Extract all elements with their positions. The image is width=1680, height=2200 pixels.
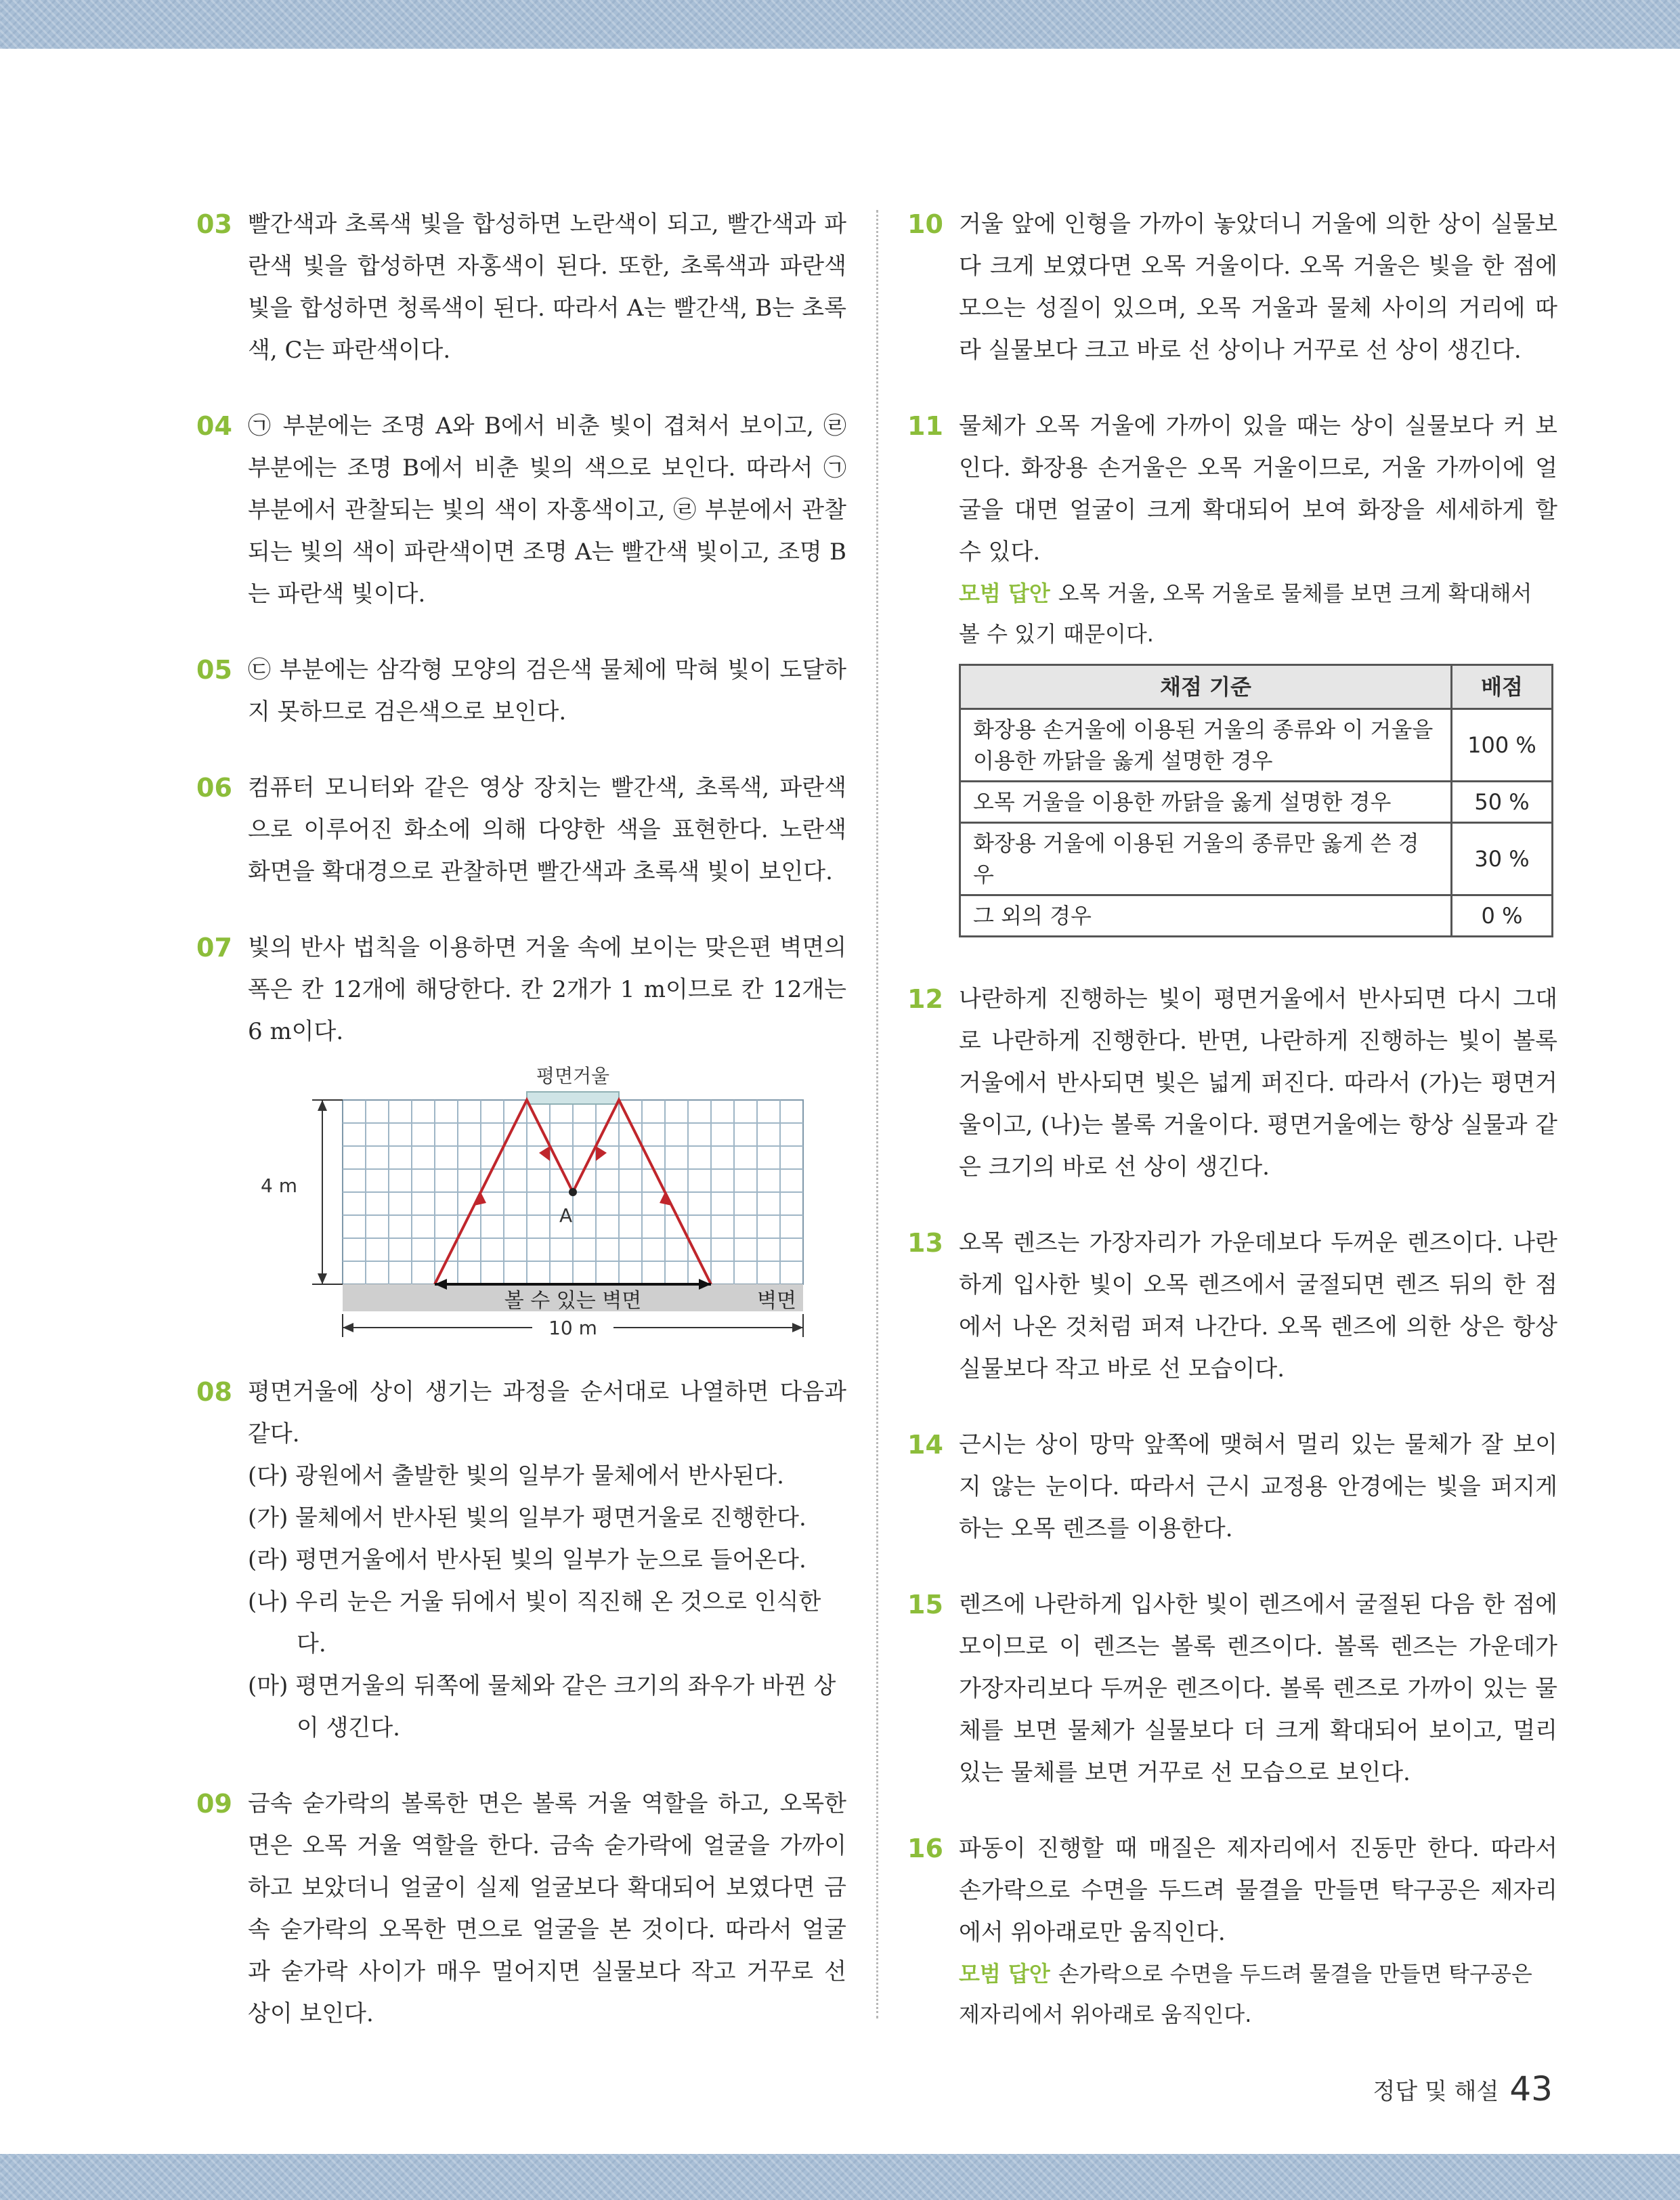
- explanation-text: ㉢ 부분에는 삼각형 모양의 검은색 물체에 막혀 빛이 도달하지 못하므로 검은색으로 보인다.: [248, 656, 846, 725]
- table-row: [960, 709, 1553, 782]
- page-footer: [1373, 2069, 1553, 2109]
- model-answer: [959, 1953, 1557, 2035]
- question-number: 04: [196, 411, 232, 441]
- plane-mirror: [527, 1092, 619, 1104]
- wall-label: 벽면: [757, 1289, 796, 1313]
- score-cell: 100 %: [1452, 709, 1553, 782]
- question-number: 06: [196, 773, 232, 803]
- explanation-text: 파동이 진행할 때 매질은 제자리에서 진동만 한다. 따라서 손가락으로 수면을 두드려 물결을 만들면 탁구공은 제자리에서 위아래로만 움직인다.: [959, 1835, 1557, 1946]
- point-a: [569, 1188, 577, 1196]
- explanation-text: 금속 숟가락의 볼록한 면은 볼록 거울 역할을 하고, 오목한 면은 오목 거울 역할을 한다. 금속 숟가락에 얼굴을 가까이 하고 보았더니 얼굴이 실제 얼굴보다 확대되어 보였다면 금속 숟가락의 오목한 면으로 얼굴을 본 것이다. 따라서 얼굴과 숟가락 사이가 매우 멀어지면 실물보다 작고 거꾸로 선 상이 보인다.: [248, 1790, 846, 2027]
- right-column: [907, 203, 1557, 2035]
- step-4: (나) 우리 눈은 거울 뒤에서 빛이 직진해 온 것으로 인식한다.: [248, 1588, 821, 1657]
- question-number: 15: [907, 1590, 943, 1620]
- step-3: (라) 평면거울에서 반사된 빛의 일부가 눈으로 들어온다.: [248, 1546, 806, 1573]
- top-decorative-band: [0, 0, 1680, 49]
- question-number: 08: [196, 1377, 232, 1407]
- point-a-label: A: [559, 1204, 573, 1227]
- mirror-figure: [248, 1059, 846, 1357]
- criterion-cell: 오목 거울을 이용한 까닭을 옳게 설명한 경우: [960, 782, 1452, 823]
- step-5: (마) 평면거울의 뒤쪽에 물체와 같은 크기의 좌우가 바뀐 상이 생긴다.: [248, 1672, 836, 1741]
- model-answer-tag: 모범 답안: [959, 580, 1050, 606]
- explanation-text: 근시는 상이 망막 앞쪽에 맺혀서 멀리 있는 물체가 잘 보이지 않는 눈이다. 따라서 근시 교정용 안경에는 빛을 퍼지게 하는 오목 렌즈를 이용한다.: [959, 1431, 1557, 1542]
- footer-label: 정답 및 해설: [1373, 2077, 1499, 2105]
- explanation-text: 빨간색과 초록색 빛을 합성하면 노란색이 되고, 빨간색과 파란색 빛을 합성하면 자홍색이 된다. 또한, 초록색과 파란색 빛을 합성하면 청록색이 된다. 따라서 A는 빨간색, B는 초록색, C는 파란색이다.: [248, 211, 846, 364]
- score-header: 배점: [1452, 665, 1553, 709]
- explanation-text: ㉠ 부분에는 조명 A와 B에서 비춘 빛이 겹쳐서 보이고, ㉣ 부분에는 조명 B에서 비춘 빛의 색으로 보인다. 따라서 ㉠ 부분에서 관찰되는 빛의 색이 자홍색이고, ㉣ 부분에서 관찰되는 빛의 색이 파란색이면 조명 A는 빨간색 빛이고, 조명 B는 파란색 빛이다.: [248, 412, 846, 608]
- question-number: 14: [907, 1430, 943, 1460]
- explanation-text: 빛의 반사 법칙을 이용하면 거울 속에 보이는 맞은편 벽면의 폭은 칸 12개에 해당한다. 칸 2개가 1 m이므로 칸 12개는 6 m이다.: [248, 934, 846, 1045]
- question-number: 11: [907, 411, 943, 441]
- answer-08: [196, 1371, 846, 1749]
- answer-09: [196, 1783, 846, 2035]
- table-row: [960, 895, 1553, 937]
- question-number: 16: [907, 1834, 943, 1863]
- criterion-cell: 화장용 손거울에 이용된 거울의 종류와 이 거울을 이용한 까닭을 옳게 설명한 경우: [960, 709, 1452, 782]
- table-row: [960, 823, 1553, 895]
- score-cell: 30 %: [1452, 823, 1553, 895]
- score-cell: 0 %: [1452, 895, 1553, 937]
- criterion-cell: 그 외의 경우: [960, 895, 1452, 937]
- page-number: 43: [1509, 2069, 1553, 2109]
- step-1: (다) 광원에서 출발한 빛의 일부가 물체에서 반사된다.: [248, 1462, 784, 1489]
- scoring-table: [959, 664, 1553, 937]
- model-answer-text: 손가락으로 수면을 두드려 물결을 만들면 탁구공은 제자리에서 위아래로 움직인다.: [959, 1961, 1532, 2027]
- answer-16: [907, 1827, 1557, 2035]
- model-answer: [959, 573, 1557, 654]
- question-number: 10: [907, 209, 943, 239]
- explanation-text: 오목 렌즈는 가장자리가 가운데보다 두꺼운 렌즈이다. 나란하게 입사한 빛이 오목 렌즈에서 굴절되면 렌즈 뒤의 한 점에서 나온 것처럼 퍼져 나간다. 오목 렌즈에 의한 상은 항상 실물보다 작고 바로 선 모습이다.: [959, 1229, 1557, 1382]
- bottom-decorative-band: [0, 2154, 1680, 2200]
- explanation-text: 물체가 오목 거울에 가까이 있을 때는 상이 실물보다 커 보인다. 화장용 손거울은 오목 거울이므로, 거울 가까이에 얼굴을 대면 얼굴이 크게 확대되어 보여 화장을 세세하게 할 수 있다.: [959, 412, 1557, 566]
- explanation-text: 렌즈에 나란하게 입사한 빛이 렌즈에서 굴절된 다음 한 점에 모이므로 이 렌즈는 볼록 렌즈이다. 볼록 렌즈는 가운데가 가장자리보다 두꺼운 렌즈이다. 볼록 렌즈로 가까이 있는 물체를 보면 물체가 실물보다 더 크게 확대되어 보이고, 멀리 있는 물체를 보면 거꾸로 선 모습으로 보인다.: [959, 1591, 1557, 1786]
- column-divider: [876, 210, 878, 2018]
- answer-06: [196, 767, 846, 893]
- left-column: [196, 203, 846, 2035]
- criterion-header: 채점 기준: [960, 665, 1452, 709]
- score-cell: 50 %: [1452, 782, 1553, 823]
- question-number: 12: [907, 984, 943, 1014]
- question-number: 13: [907, 1228, 943, 1258]
- explanation-text: 컴퓨터 모니터와 같은 영상 장치는 빨간색, 초록색, 파란색으로 이루어진 화소에 의해 다양한 색을 표현한다. 노란색 화면을 확대경으로 관찰하면 빨간색과 초록색 빛이 보인다.: [248, 774, 846, 885]
- answer-11: [907, 405, 1557, 937]
- explanation-text: 나란하게 진행하는 빛이 평면거울에서 반사되면 다시 그대로 나란하게 진행한다. 반면, 나란하게 진행하는 빛이 볼록거울에서 반사되면 빛은 넓게 퍼진다. 따라서 (가)는 평면거울이고, (나)는 볼록 거울이다. 평면거울에는 항상 실물과 같은 크기의 바로 선 상이 생긴다.: [959, 986, 1557, 1181]
- table-row: [960, 782, 1553, 823]
- question-number: 09: [196, 1789, 232, 1819]
- step-2: (가) 물체에서 반사된 빛의 일부가 평면거울로 진행한다.: [248, 1504, 806, 1531]
- answer-10: [907, 203, 1557, 371]
- question-number: 03: [196, 209, 232, 239]
- answer-04: [196, 405, 846, 615]
- width-label: 10 m: [548, 1317, 597, 1339]
- answer-14: [907, 1424, 1557, 1550]
- answer-12: [907, 978, 1557, 1188]
- answer-13: [907, 1222, 1557, 1390]
- model-answer-tag: 모범 답안: [959, 1961, 1050, 1987]
- mirror-diagram: [248, 1059, 844, 1357]
- criterion-cell: 화장용 거울에 이용된 거울의 종류만 옳게 쓴 경우: [960, 823, 1452, 895]
- explanation-text: 거울 앞에 인형을 가까이 놓았더니 거울에 의한 상이 실물보다 크게 보였다면 오목 거울이다. 오목 거울은 빛을 한 점에 모으는 성질이 있으며, 오목 거울과 물체 사이의 거리에 따라 실물보다 크고 바로 선 상이나 거꾸로 선 상이 생긴다.: [959, 211, 1557, 364]
- question-number: 05: [196, 655, 232, 685]
- mirror-label: 평면거울: [536, 1065, 610, 1087]
- answer-03: [196, 203, 846, 371]
- answer-07: [196, 927, 846, 1357]
- question-number: 07: [196, 933, 232, 962]
- answer-15: [907, 1584, 1557, 1794]
- answer-05: [196, 649, 846, 733]
- height-label: 4 m: [261, 1175, 297, 1197]
- explanation-text: 평면거울에 상이 생기는 과정을 순서대로 나열하면 다음과 같다.: [248, 1378, 846, 1447]
- model-answer-text: 오목 거울, 오목 거울로 물체를 보면 크게 확대해서 볼 수 있기 때문이다.: [959, 580, 1532, 647]
- visible-wall-label: 볼 수 있는 벽면: [504, 1289, 642, 1313]
